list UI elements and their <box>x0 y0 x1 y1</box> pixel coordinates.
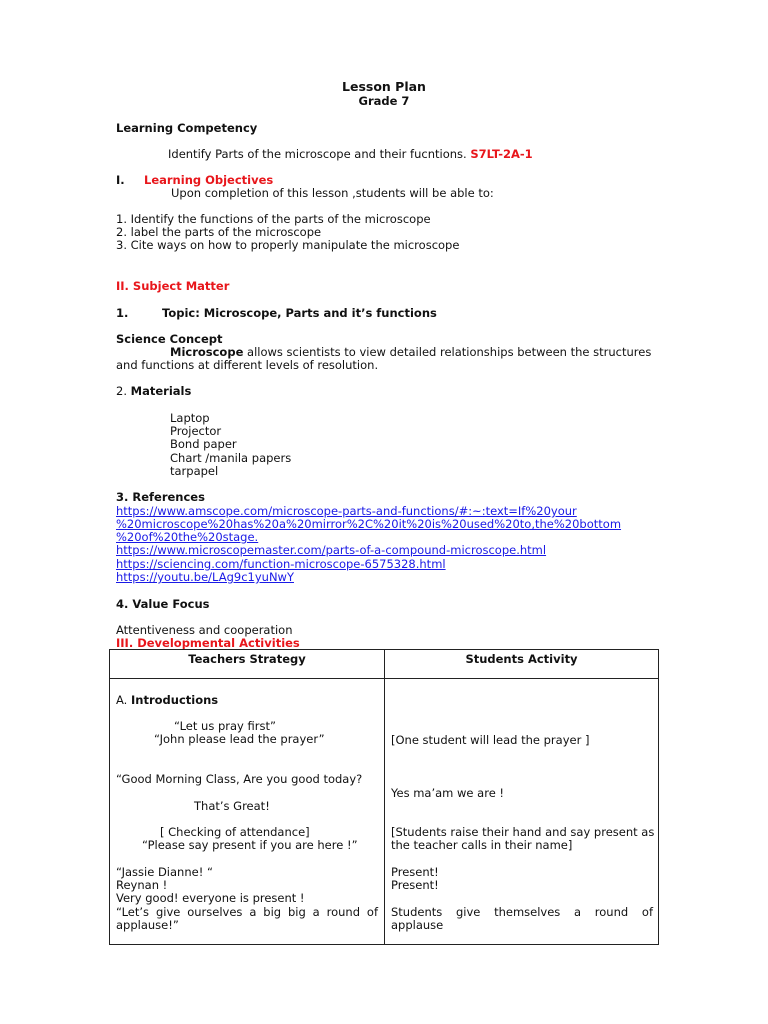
student-line-raise-2: the teacher calls in their name] <box>391 838 573 852</box>
table-row <box>110 679 659 945</box>
teacher-line-great: That’s Great! <box>194 799 270 813</box>
science-concept-line2: and functions at different levels of resolution. <box>116 358 379 372</box>
student-line-prayer: [One student will lead the prayer ] <box>391 733 590 747</box>
references-heading: 3. References <box>116 490 205 504</box>
reference-link-amscope-end[interactable]: %20of%20the%20stage. <box>116 530 259 544</box>
material-item: Laptop <box>170 411 210 425</box>
materials-number: 2. <box>116 384 131 398</box>
teacher-line-pray: “Let us pray first” <box>174 719 276 733</box>
objectives-heading: Learning Objectives <box>144 173 274 187</box>
competency-code: S7LT-2A-1 <box>470 147 533 161</box>
reference-link-microscopemaster[interactable]: https://www.microscopemaster.com/parts-of-a-compound-microscope.html <box>116 543 547 557</box>
teacher-cell <box>110 679 385 945</box>
objective-item: 2. label the parts of the microscope <box>116 225 322 239</box>
student-line-yes: Yes ma’am we are ! <box>391 786 505 800</box>
teacher-line-applause-2: applause!” <box>116 918 179 932</box>
teacher-line-reynan: Reynan ! <box>116 878 168 892</box>
teacher-line-lead: “John please lead the prayer” <box>154 732 325 746</box>
student-cell <box>385 679 659 945</box>
table-header-row <box>110 650 659 679</box>
reference-link-amscope[interactable]: https://www.amscope.com/microscope-parts-and-functions/#:~:text=If%20your <box>116 504 577 518</box>
concept-description: allows scientists to view detailed relationships between the structures <box>243 345 652 359</box>
student-line-raise-1: [Students raise their hand and say present as <box>391 825 655 839</box>
subject-matter-heading: II. Subject Matter <box>116 279 230 293</box>
introductions-heading <box>116 693 218 707</box>
material-item: tarpapel <box>170 464 219 478</box>
teacher-line-applause-1: “Let’s give ourselves a big big a round of <box>116 905 378 919</box>
intro-label: Introductions <box>130 693 219 707</box>
material-item: Chart /manila papers <box>170 451 292 465</box>
topic-text: Topic: Microscope, Parts and it’s functions <box>162 306 437 320</box>
competency-statement: Identify Parts of the microscope and their fucntions. <box>168 147 467 161</box>
concept-term: Microscope <box>170 345 244 359</box>
reference-link-sciencing[interactable]: https://sciencing.com/function-microscope-6575328.html <box>116 557 446 571</box>
value-focus-heading: 4. Value Focus <box>116 597 210 611</box>
teacher-line-jassie: “Jassie Dianne! “ <box>116 865 213 879</box>
science-concept-heading: Science Concept <box>116 332 223 346</box>
page-title: Lesson Plan <box>342 79 426 94</box>
objectives-numeral: I. <box>116 173 125 187</box>
student-line-give-2: applause <box>391 918 444 932</box>
materials-label: Materials <box>130 384 192 398</box>
student-line-present-1: Present! <box>391 865 439 879</box>
teacher-line-verygood: Very good! everyone is present ! <box>116 891 305 905</box>
student-activity-header: Students Activity <box>385 650 659 679</box>
value-focus-text: Attentiveness and cooperation <box>116 623 293 637</box>
grade-label: Grade 7 <box>358 94 410 108</box>
student-line-give-1: Students give themselves a round of <box>391 905 653 919</box>
student-line-give <box>391 905 653 919</box>
student-line-present-2: Present! <box>391 878 439 892</box>
objectives-intro: Upon completion of this lesson ,students will be able to: <box>171 186 494 200</box>
objective-item: 3. Cite ways on how to properly manipulate the microscope <box>116 238 460 252</box>
teacher-line-morning: “Good Morning Class, Are you good today? <box>116 772 363 786</box>
reference-link-amscope-cont[interactable]: %20microscope%20has%20a%20mirror%2C%20it%20is%20used%20to,the%20bottom <box>116 517 622 531</box>
activities-table <box>109 649 659 945</box>
materials-heading <box>116 384 191 398</box>
teacher-line-attendance: [ Checking of attendance] <box>160 825 310 839</box>
material-item: Projector <box>170 424 222 438</box>
topic-number: 1. <box>116 306 129 320</box>
intro-letter: A. <box>116 693 131 707</box>
reference-link-youtube[interactable]: https://youtu.be/LAg9c1yuNwY <box>116 570 294 584</box>
teacher-strategy-header: Teachers Strategy <box>110 650 385 679</box>
competency-text <box>168 147 533 161</box>
teacher-line-applause <box>116 905 378 919</box>
material-item: Bond paper <box>170 437 237 451</box>
teacher-line-present: “Please say present if you are here !” <box>142 838 358 852</box>
activities-heading: III. Developmental Activities <box>116 636 300 650</box>
science-concept-line1 <box>170 345 651 359</box>
objective-item: 1. Identify the functions of the parts of the microscope <box>116 212 431 226</box>
competency-heading: Learning Competency <box>116 121 258 135</box>
